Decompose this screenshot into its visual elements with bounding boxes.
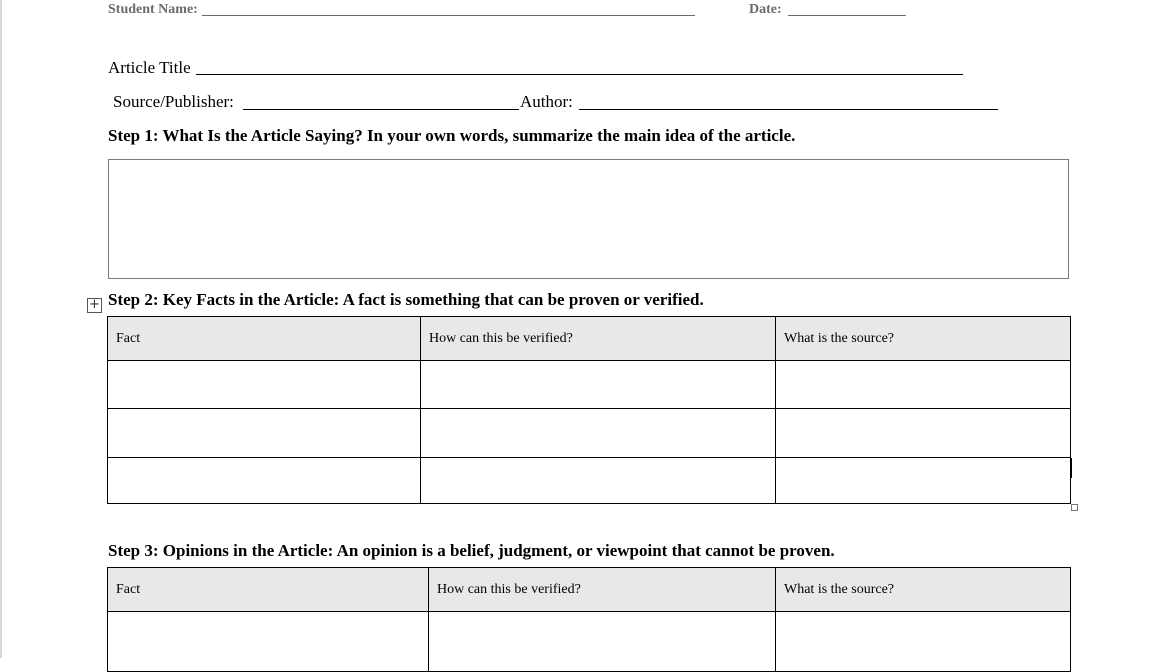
table-cell[interactable]	[429, 612, 776, 672]
opinions-table	[107, 567, 1071, 672]
step1-heading: Step 1: What Is the Article Saying? In your own words, summarize the main idea of the article.	[108, 126, 796, 145]
table-cell[interactable]	[108, 361, 421, 409]
article-title-field[interactable]	[196, 74, 963, 75]
summary-box[interactable]	[108, 159, 1069, 279]
table-row	[108, 361, 1071, 409]
table-cell[interactable]	[108, 409, 421, 458]
source-publisher-label: Source/Publisher:	[113, 92, 234, 111]
resize-handle-icon[interactable]	[1071, 504, 1078, 511]
column-header-verify: How can this be verified?	[429, 568, 776, 612]
move-icon[interactable]: +	[87, 298, 102, 313]
table-cell[interactable]	[421, 409, 776, 458]
table-cell[interactable]	[776, 409, 1071, 458]
step2-heading: Step 2: Key Facts in the Article: A fact is something that can be proven or verified.	[108, 290, 704, 309]
text-cursor	[1071, 458, 1072, 478]
student-name-field[interactable]	[202, 15, 695, 16]
source-publisher-field[interactable]	[243, 109, 519, 110]
table-cell[interactable]	[421, 361, 776, 409]
date-field[interactable]	[788, 15, 906, 16]
column-header-source: What is the source?	[776, 317, 1071, 361]
table-row	[108, 409, 1071, 458]
article-title-label: Article Title	[108, 58, 191, 77]
author-field[interactable]	[579, 109, 998, 110]
table-row	[108, 612, 1071, 672]
facts-table	[107, 316, 1071, 504]
page-left-edge	[0, 0, 2, 658]
date-label: Date:	[749, 2, 782, 17]
table-cell[interactable]	[108, 458, 421, 504]
column-header-fact: Fact	[108, 568, 429, 612]
step3-heading: Step 3: Opinions in the Article: An opinion is a belief, judgment, or viewpoint that cannot be proven.	[108, 541, 835, 560]
table-cell[interactable]	[421, 458, 776, 504]
table-cell[interactable]	[776, 361, 1071, 409]
table-header-row	[108, 317, 1071, 361]
table-row	[108, 458, 1071, 504]
student-name-label: Student Name:	[108, 2, 198, 17]
table-cell[interactable]	[776, 612, 1071, 672]
table-header-row	[108, 568, 1071, 612]
column-header-verify: How can this be verified?	[421, 317, 776, 361]
column-header-source: What is the source?	[776, 568, 1071, 612]
table-cell[interactable]	[108, 612, 429, 672]
table-cell[interactable]	[776, 458, 1071, 504]
column-header-fact: Fact	[108, 317, 421, 361]
author-label: Author:	[520, 92, 573, 111]
